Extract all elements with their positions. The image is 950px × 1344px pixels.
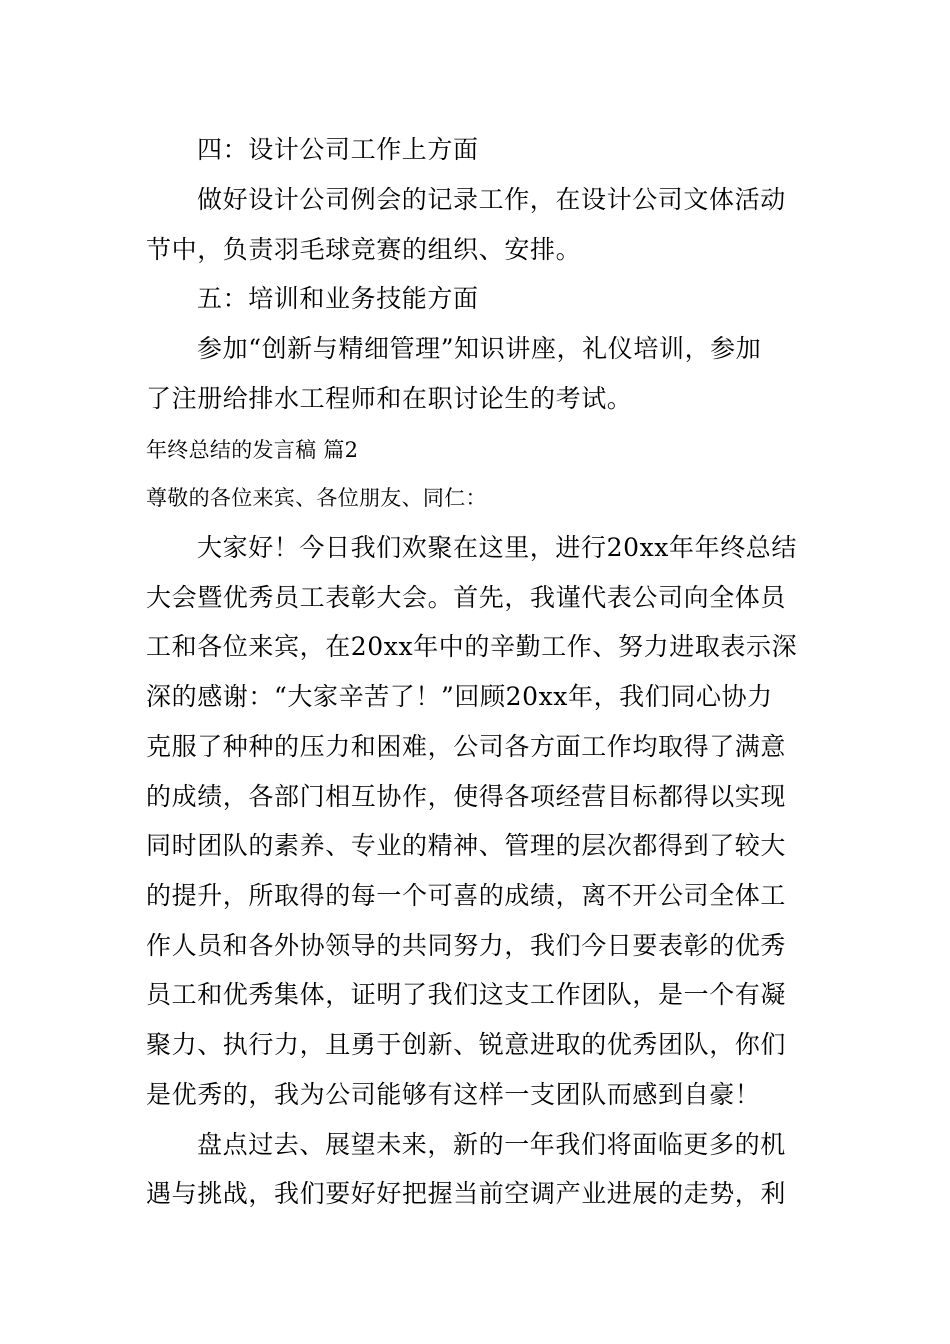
paragraph-line: 盘点过去、展望未来，新的一年我们将面临更多的机 <box>197 1130 786 1159</box>
paragraph-line: 大会暨优秀员工表彰大会。首先，我谨代表公司向全体员 <box>146 583 787 612</box>
paragraph-line: 的提升，所取得的每一个可喜的成绩，离不开公司全体工 <box>146 881 787 910</box>
article-title: 年终总结的发言稿 篇2 <box>146 438 359 462</box>
section-heading-4: 四：设计公司工作上方面 <box>197 135 479 164</box>
salutation: 尊敬的各位来宾、各位朋友、同仁： <box>146 486 487 510</box>
paragraph-line: 参加“创新与精细管理”知识讲座，礼仪培训，参加 <box>197 334 762 363</box>
paragraph-line: 聚力、执行力，且勇于创新、锐意进取的优秀团队，你们 <box>146 1030 787 1059</box>
paragraph-line: 工和各位来宾，在20xx年中的辛勤工作、努力进取表示深 <box>146 632 798 661</box>
paragraph-line: 了注册给排水工程师和在职讨论生的考试。 <box>146 384 633 413</box>
paragraph-line: 深的感谢：“大家辛苦了！”回顾20xx年，我们同心协力 <box>146 682 773 711</box>
paragraph-line: 是优秀的，我为公司能够有这样一支团队而感到自豪！ <box>146 1080 761 1109</box>
paragraph-line: 员工和优秀集体，证明了我们这支工作团队，是一个有凝 <box>146 980 787 1009</box>
paragraph-line: 大家好！今日我们欢聚在这里，进行20xx年年终总结 <box>197 533 798 562</box>
paragraph-line: 的成绩，各部门相互协作，使得各项经营目标都得以实现 <box>146 782 787 811</box>
paragraph-line: 做好设计公司例会的记录工作，在设计公司文体活动 <box>197 185 786 214</box>
paragraph-line: 遇与挑战，我们要好好把握当前空调产业进展的走势，利 <box>146 1179 787 1208</box>
paragraph-line: 节中，负责羽毛球竞赛的组织、安排。 <box>146 235 582 264</box>
paragraph-line: 同时团队的素养、专业的精神、管理的层次都得到了较大 <box>146 831 787 860</box>
paragraph-line: 作人员和各外协领导的共同努力，我们今日要表彰的优秀 <box>146 931 787 960</box>
paragraph-line: 克服了种种的压力和困难，公司各方面工作均取得了满意 <box>146 732 787 761</box>
section-heading-5: 五：培训和业务技能方面 <box>197 284 479 313</box>
